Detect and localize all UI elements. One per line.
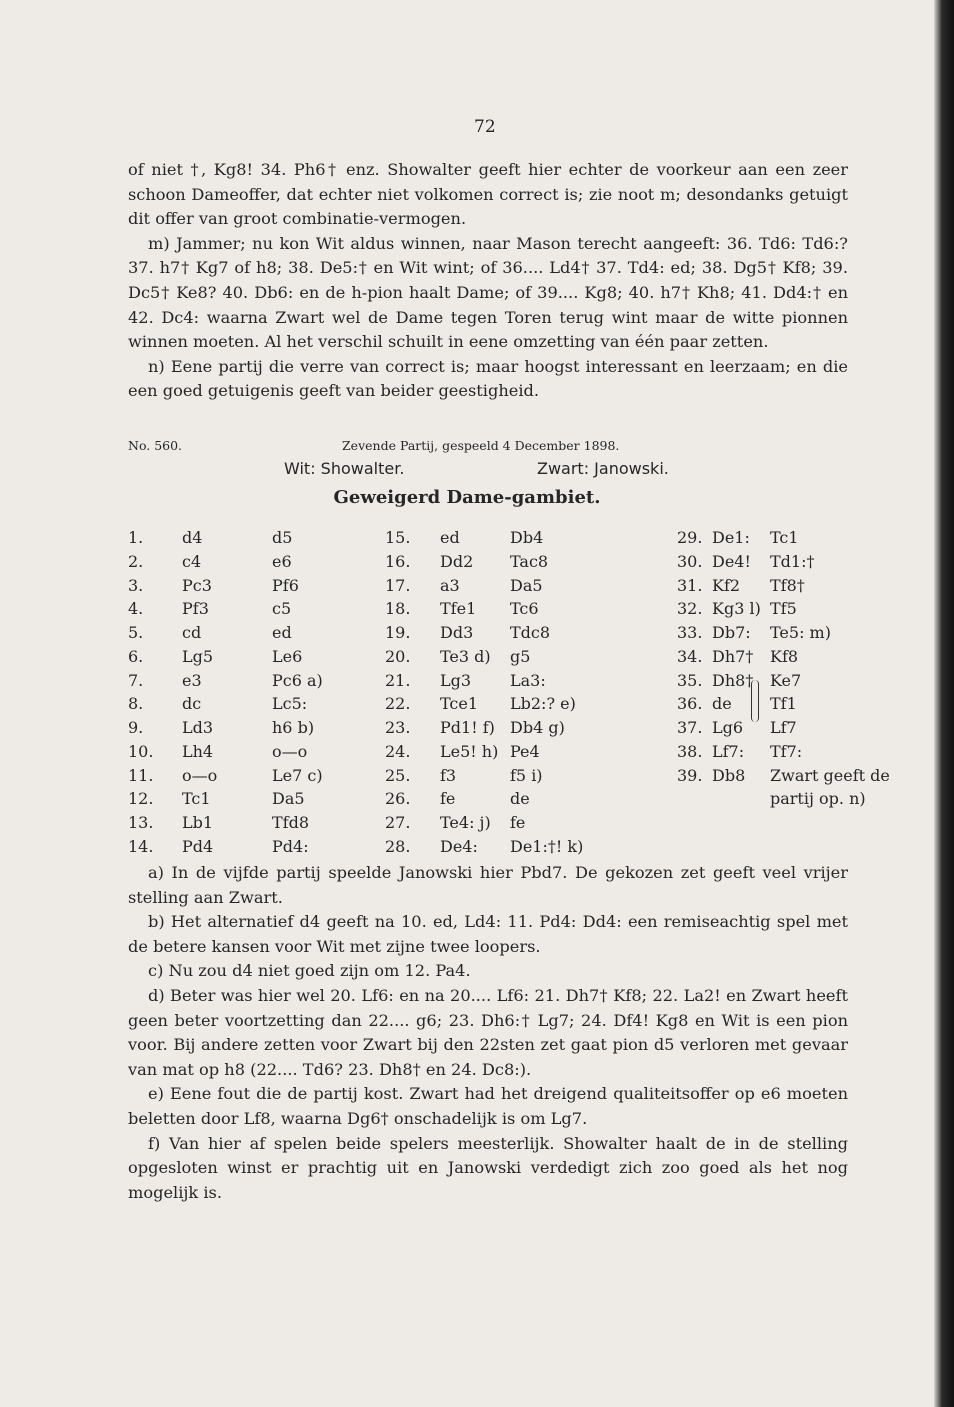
black-move: Le7 c): [272, 765, 323, 785]
white-move: Lg6: [712, 718, 744, 737]
white-move: Db8: [712, 765, 746, 785]
white-move: e3: [182, 670, 202, 690]
note-b: b) Het alternatief d4 geeft na 10. ed, Ld4: 11. Pd4: Dd4: een remiseachtig spel met de betere kansen voor Wit met zijne twee loopers.: [128, 912, 848, 956]
black-move: partij op. n): [770, 789, 866, 809]
black-move: o—o: [272, 741, 308, 761]
move-number: 35.: [677, 670, 703, 690]
move-number: 21.: [385, 670, 411, 690]
move-row: [0, 692, 934, 716]
black-move: Db4 g): [510, 718, 565, 737]
move-number: 39.: [677, 765, 703, 785]
move-number: 31.: [677, 575, 703, 595]
move-number: 15.: [385, 528, 411, 547]
black-move: d5: [272, 528, 293, 547]
black-move: Le6: [272, 646, 303, 666]
white-move: Tce1: [440, 694, 479, 714]
move-number: 7.: [128, 670, 144, 690]
footnotes: [128, 861, 848, 1205]
move-number: 23.: [385, 718, 411, 737]
move-number: 12.: [128, 789, 154, 809]
white-move: Kf2: [712, 575, 741, 595]
black-move: Tf1: [770, 694, 797, 714]
move-number: 27.: [385, 813, 411, 832]
black-move: ed: [272, 623, 292, 642]
move-number: 17.: [385, 575, 411, 595]
page-number: 72: [474, 117, 496, 137]
white-move: fe: [440, 789, 456, 809]
move-number: 10.: [128, 741, 154, 761]
move-number: 32.: [677, 599, 703, 619]
white-move: Dh8†: [712, 670, 754, 690]
black-move: e6: [272, 551, 292, 571]
white-move: Lg5: [182, 646, 214, 666]
move-number: 25.: [385, 765, 411, 785]
move-row: [0, 787, 934, 811]
note-m: m) Jammer; nu kon Wit aldus winnen, naar Mason terecht aangeeft: 36. Td6: Td6:? 37. h7† Kg7 of h8; 38. De5:† en Wit wint; of 36.... Ld4† 37. Td4: ed; 38. Dg5† Kf8; 39. Dc5† Ke8? 40. Db6: en de h-pion haalt Dame; of 39.... Kg8; 40. h7† Kh8; 41. Dd4:† en 42. Dc4: waarna Zwart wel de Dame tegen Toren terug wint maar de witte pionnen winnen moeten. Al het verschil schuilt in eene omzetting van één paar zetten.: [128, 233, 848, 352]
white-move: Dd3: [440, 623, 474, 642]
black-move: Pf6: [272, 575, 299, 595]
move-number: 34.: [677, 646, 703, 666]
game-number: No. 560.: [128, 438, 183, 453]
move-number: 2.: [128, 551, 144, 571]
black-move: Tfd8: [272, 813, 310, 832]
note-d: d) Beter was hier wel 20. Lf6: en na 20.... Lf6: 21. Dh7† Kf8; 22. La2! en Zwart heeft geen beter voortzetting dan 22.... g6; 23. Dh6:† Lg7; 24. Df4! Kg8 en Wit is een pion voor. Bij andere zetten voor Zwart bij den 22sten zet gaat pion d5 verloren met gevaar van mat op h8 (22.... Td6? 23. Dh8† en 24. Dc8:).: [128, 985, 848, 1079]
white-move: Kg3 l): [712, 599, 761, 619]
move-table: [0, 526, 934, 859]
white-move: Pc3: [182, 575, 212, 595]
move-number: 5.: [128, 623, 144, 642]
intro-paragraph: of niet †, Kg8! 34. Ph6† enz. Showalter geeft hier echter de voorkeur aan een zeer schoon Dameoffer, dat echter niet volkomen correct is; zie noot m; desondanks getuigt dit offer van groot combinatie-vermogen.: [128, 160, 848, 229]
black-move: Lf7: [770, 718, 797, 737]
note-a: a) In de vijfde partij speelde Janowski hier Pbd7. De gekozen zet geeft veel vrijer stelling aan Zwart.: [128, 863, 848, 907]
move-row: [0, 574, 934, 598]
white-move: cd: [182, 623, 202, 642]
black-move: Zwart geeft de: [770, 765, 890, 785]
move-number: 18.: [385, 599, 411, 619]
move-row: [0, 669, 934, 693]
move-row: [0, 597, 934, 621]
black-move: Da5: [272, 789, 305, 809]
white-move: Pd1! f): [440, 718, 495, 737]
white-move: Dd2: [440, 551, 474, 571]
white-move: De4!: [712, 551, 751, 571]
move-number: 1.: [128, 528, 144, 547]
intro-text: [128, 158, 848, 404]
black-move: g5: [510, 646, 531, 666]
move-number: 4.: [128, 599, 144, 619]
black-move: Da5: [510, 575, 543, 595]
note-c: c) Nu zou d4 niet goed zijn om 12. Pa4.: [148, 961, 471, 981]
black-move: De1:†! k): [510, 836, 584, 856]
move-number: 20.: [385, 646, 411, 666]
black-move: Ke7: [770, 670, 802, 690]
move-row: [0, 645, 934, 669]
move-row: [0, 526, 934, 550]
move-row: [0, 811, 934, 835]
move-number: 13.: [128, 813, 154, 832]
opening-title: Geweigerd Dame-gambiet.: [333, 487, 601, 508]
black-move: Tac8: [510, 551, 549, 571]
note-f: f) Van hier af spelen beide spelers meesterlijk. Showalter haalt de in de stelling opgesloten winst er prachtig uit en Janowski verdedigt zich zoo goed als het nog mogelijk is.: [128, 1133, 848, 1202]
black-move: Lc5:: [272, 694, 308, 714]
move-number: 29.: [677, 528, 703, 547]
move-number: 6.: [128, 646, 144, 666]
black-move: h6 b): [272, 718, 315, 737]
move-row: [0, 550, 934, 574]
black-move: Tf8†: [770, 575, 805, 595]
white-move: f3: [440, 765, 457, 785]
white-move: Lb1: [182, 813, 214, 832]
white-move: o—o: [182, 765, 218, 785]
white-move: dc: [182, 694, 202, 714]
white-move: d4: [182, 528, 203, 547]
black-move: Pe4: [510, 741, 540, 761]
black-move: La3:: [510, 670, 546, 690]
move-number: 11.: [128, 765, 154, 785]
black-move: Te5: m): [770, 623, 831, 642]
move-number: 28.: [385, 836, 411, 856]
black-move: Pc6 a): [272, 670, 323, 690]
black-move: Db4: [510, 528, 544, 547]
move-row: [0, 740, 934, 764]
black-move: de: [510, 789, 530, 809]
move-number: 16.: [385, 551, 411, 571]
white-move: Pf3: [182, 599, 209, 619]
move-number: 30.: [677, 551, 703, 571]
black-move: Td1:†: [770, 551, 815, 571]
black-move: Pd4:: [272, 836, 309, 856]
black-move: Kf8: [770, 646, 799, 666]
white-move: Ld3: [182, 718, 214, 737]
move-number: 19.: [385, 623, 411, 642]
white-move: De1:: [712, 528, 750, 547]
white-move: Le5! h): [440, 741, 499, 761]
black-move: Tc1: [770, 528, 799, 547]
white-move: a3: [440, 575, 460, 595]
black-move: Tdc8: [510, 623, 551, 642]
black-move: fe: [510, 813, 526, 832]
move-number: 38.: [677, 741, 703, 761]
note-e: e) Eene fout die de partij kost. Zwart had het dreigend qualiteitsoffer op e6 moeten beletten door Lf8, waarna Dg6† onschadelijk is om Lg7.: [128, 1084, 848, 1128]
white-move: Lg3: [440, 670, 472, 690]
move-number: 36.: [677, 694, 703, 714]
brace-mark: [751, 680, 759, 722]
game-subtitle: Zevende Partij, gespeeld 4 December 1898.: [342, 438, 620, 453]
white-move: Tfe1: [440, 599, 477, 619]
move-number: 8.: [128, 694, 144, 714]
black-move: Tf7:: [770, 741, 803, 761]
white-move: Te3 d): [440, 646, 491, 666]
white-move: Dh7†: [712, 646, 754, 666]
move-number: 3.: [128, 575, 144, 595]
white-move: Te4: j): [440, 813, 491, 832]
black-player: Zwart: Janowski.: [537, 459, 669, 478]
white-move: c4: [182, 551, 202, 571]
move-row: [0, 621, 934, 645]
black-move: Lb2:? e): [510, 694, 576, 714]
white-move: Tc1: [182, 789, 211, 809]
note-n: n) Eene partij die verre van correct is; maar hoogst interessant en leerzaam; en die een goed getuigenis geeft van beider geestigheid.: [128, 356, 848, 401]
white-move: Lf7:: [712, 741, 745, 761]
move-number: 26.: [385, 789, 411, 809]
black-move: Tf5: [770, 599, 797, 619]
black-move: f5 i): [510, 765, 543, 785]
page-edge-shadow: [934, 0, 954, 1407]
move-number: 22.: [385, 694, 411, 714]
white-move: Lh4: [182, 741, 214, 761]
move-number: 24.: [385, 741, 411, 761]
white-player: Wit: Showalter.: [284, 459, 405, 478]
move-row: [0, 764, 934, 788]
white-move: ed: [440, 528, 460, 547]
move-number: 37.: [677, 718, 703, 737]
white-move: Db7:: [712, 623, 751, 642]
white-move: de: [712, 694, 732, 714]
move-row: [0, 835, 934, 859]
move-row: [0, 716, 934, 740]
move-number: 33.: [677, 623, 703, 642]
black-move: Tc6: [510, 599, 539, 619]
move-number: 9.: [128, 718, 144, 737]
white-move: Pd4: [182, 836, 214, 856]
white-move: De4:: [440, 836, 478, 856]
move-number: 14.: [128, 836, 154, 856]
black-move: c5: [272, 599, 292, 619]
